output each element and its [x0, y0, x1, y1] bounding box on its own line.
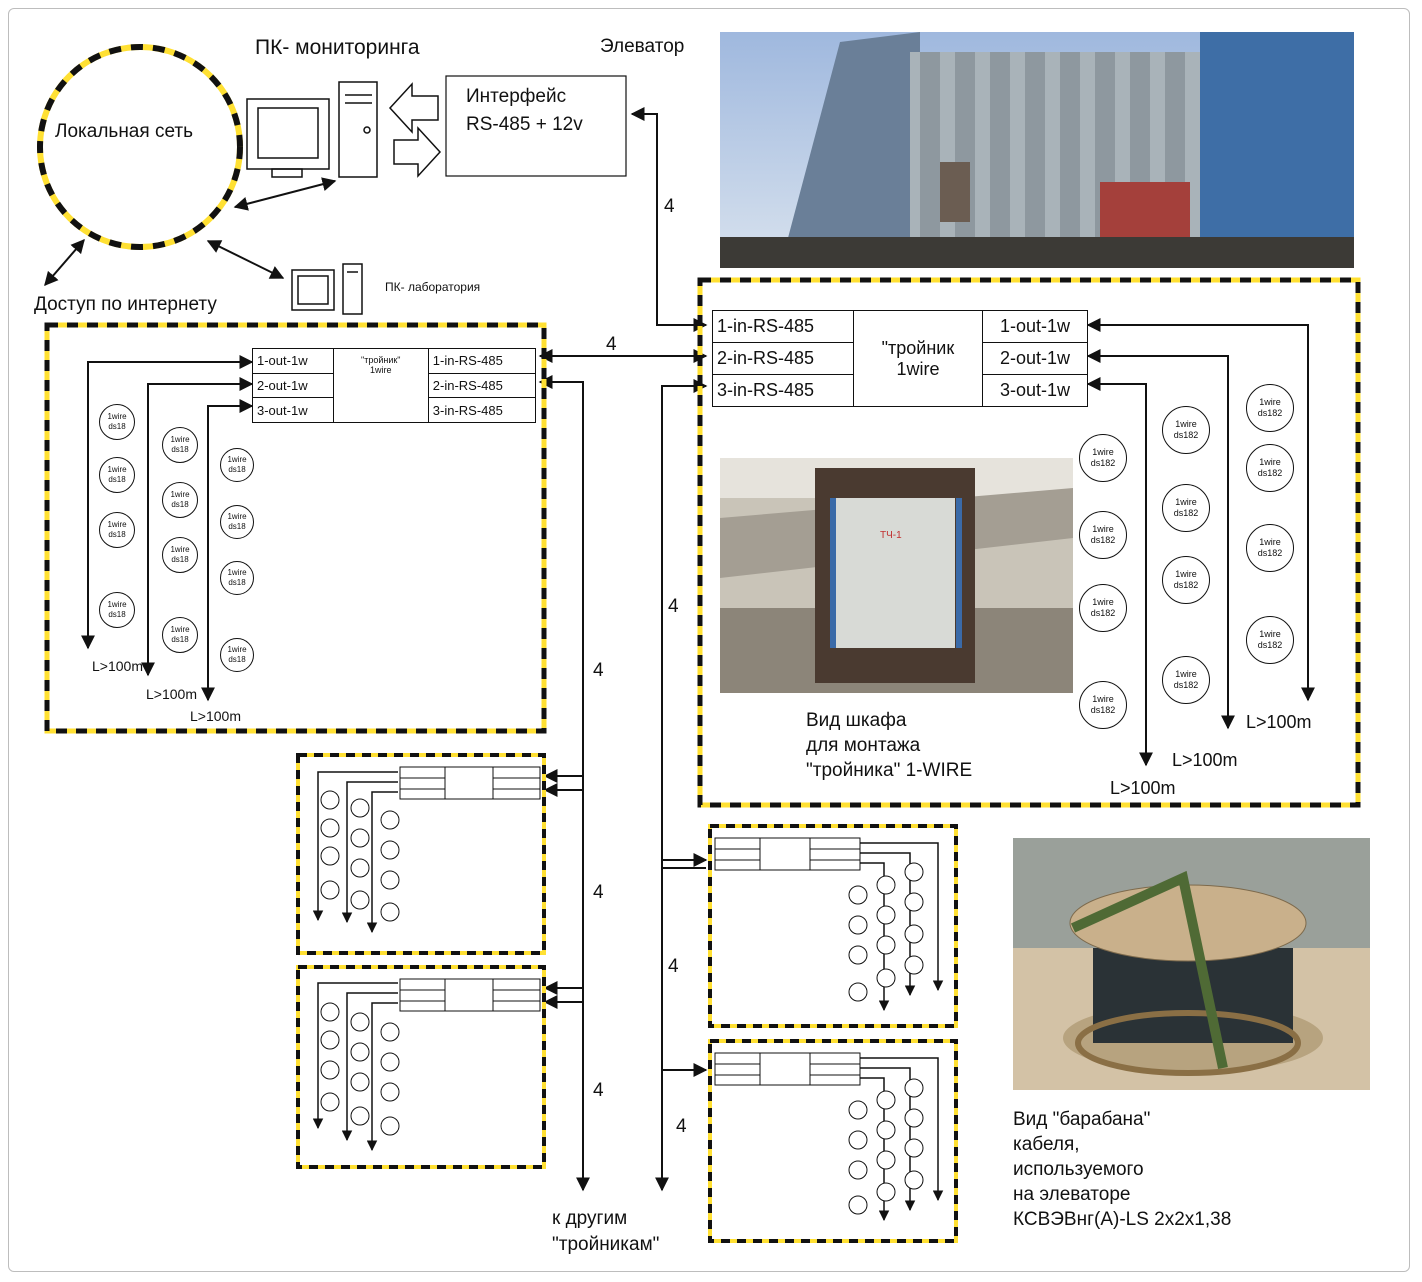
temperature-sensor: [1162, 556, 1210, 604]
sensor-label-line1: 1wire: [1175, 569, 1197, 579]
cabinet-caption-line: "тройника" 1-WIRE: [806, 760, 973, 781]
temperature-sensor: [99, 457, 135, 493]
to-other-tees-label-2: "тройникам": [552, 1234, 660, 1255]
pc-monitoring-icon: [247, 82, 377, 177]
drum-caption-line: используемого: [1013, 1159, 1144, 1180]
main-tee-table: [712, 310, 1088, 407]
length-label: L>100m: [146, 686, 197, 702]
temperature-sensor: [1162, 656, 1210, 704]
temperature-sensor: [99, 404, 135, 440]
sensor-label-line1: 1wire: [1259, 537, 1281, 547]
temperature-sensor: [1079, 584, 1127, 632]
drum-caption-line: Вид "барабана": [1013, 1109, 1151, 1130]
pc-laboratory-label: ПК- лаборатория: [385, 280, 481, 294]
to-other-tees-label-1: к другим: [552, 1208, 628, 1229]
length-label: L>100m: [1246, 712, 1312, 732]
sensor-label-line1: 1wire: [107, 600, 127, 609]
temperature-sensor: [1246, 444, 1294, 492]
sensor-label-line2: ds182: [1173, 580, 1199, 590]
tee-input-2: 2-in-RS-485: [713, 343, 854, 375]
sensor-label-line1: 1wire: [1175, 419, 1197, 429]
sensor-label-line2: ds18: [171, 635, 189, 644]
wire-count-label: 4: [593, 882, 604, 903]
length-label: L>100m: [1172, 750, 1238, 770]
sensor-label-line2: ds18: [228, 578, 246, 587]
temperature-sensor: [162, 617, 198, 653]
tee-name: [853, 311, 982, 407]
temperature-sensor: [220, 448, 254, 482]
temperature-sensor: [99, 592, 135, 628]
sensor-label-line2: ds18: [108, 422, 126, 431]
tee-output-1: 1-out-1w: [982, 311, 1087, 343]
sensor-label-line1: 1wire: [170, 545, 190, 554]
sensor-label-line2: ds182: [1257, 640, 1283, 650]
sensor-label-line2: ds18: [171, 445, 189, 454]
temperature-sensor: [220, 505, 254, 539]
temperature-sensor: [1079, 511, 1127, 559]
svg-text:ТЧ-1: ТЧ-1: [880, 530, 902, 541]
tee-name-line1: "тройник": [361, 355, 401, 365]
temperature-sensor: [1162, 484, 1210, 532]
sensor-label-line2: ds182: [1090, 705, 1116, 715]
cable-drum-photo: [1013, 838, 1370, 1090]
temperature-sensor: [220, 561, 254, 595]
sensor-label-line1: 1wire: [1175, 497, 1197, 507]
tee-name: [333, 349, 428, 423]
temperature-sensor: [1246, 384, 1294, 432]
drum-caption: [1013, 1107, 1231, 1232]
length-label: L>100m: [190, 708, 241, 724]
temperature-sensor: [99, 512, 135, 548]
sensor-label-line2: ds182: [1173, 680, 1199, 690]
length-label: L>100m: [1110, 778, 1176, 798]
cabinet-caption-line: Вид шкафа: [806, 710, 907, 731]
tee-output-3: 3-out-1w: [253, 398, 334, 423]
internet-access-label: Доступ по интернету: [34, 294, 217, 315]
wire-count-label: 4: [676, 1116, 687, 1137]
sensor-label-line1: 1wire: [227, 568, 247, 577]
sensor-label-line1: 1wire: [1092, 597, 1114, 607]
cabinet-caption-line: для монтажа: [806, 735, 921, 756]
cabinet-photo: [720, 458, 1073, 693]
drum-caption-line: кабеля,: [1013, 1134, 1080, 1155]
wire-count-label: 4: [668, 596, 679, 617]
tee-input-3: 3-in-RS-485: [428, 398, 535, 423]
hollow-arrows: [390, 84, 440, 176]
sensor-label-line1: 1wire: [170, 490, 190, 499]
sensor-label-line2: ds18: [108, 610, 126, 619]
temperature-sensor: [162, 427, 198, 463]
sensor-label-line2: ds18: [171, 500, 189, 509]
local-network-circle: [40, 47, 240, 247]
elevator-label: Элеватор: [600, 36, 685, 57]
sensor-label-line2: ds182: [1090, 608, 1116, 618]
wire-count-label: 4: [593, 1080, 604, 1101]
pc-monitoring-label: ПК- мониторинга: [255, 36, 420, 59]
temperature-sensor: [1162, 406, 1210, 454]
drum-caption-line: на элеваторе: [1013, 1184, 1131, 1205]
cabinet-caption: [806, 708, 972, 783]
tee-input-1: 1-in-RS-485: [428, 349, 535, 374]
sensor-label-line1: 1wire: [227, 512, 247, 521]
sensor-label-line2: ds18: [228, 522, 246, 531]
wire-count-label: 4: [668, 956, 679, 977]
interface-label-2: RS-485 + 12v: [466, 114, 583, 135]
tee-input-1: 1-in-RS-485: [713, 311, 854, 343]
temperature-sensor: [1246, 524, 1294, 572]
sensor-label-line2: ds182: [1090, 458, 1116, 468]
wire-count-label: 4: [606, 334, 617, 355]
tee-output-3: 3-out-1w: [982, 375, 1087, 407]
tee-name-line2: 1wire: [370, 365, 392, 375]
sensor-label-line2: ds18: [108, 530, 126, 539]
length-label: L>100m: [92, 658, 143, 674]
tee-input-3: 3-in-RS-485: [713, 375, 854, 407]
tee-name-line1: "тройник: [881, 337, 955, 358]
temperature-sensor: [162, 482, 198, 518]
temperature-sensor: [1079, 434, 1127, 482]
sensor-label-line1: 1wire: [1175, 669, 1197, 679]
sensor-label-line2: ds182: [1173, 508, 1199, 518]
sensor-label-line2: ds182: [1257, 408, 1283, 418]
sensor-label-line2: ds182: [1090, 535, 1116, 545]
sensor-label-line1: 1wire: [107, 465, 127, 474]
sensor-label-line1: 1wire: [170, 625, 190, 634]
sensor-label-line1: 1wire: [1259, 397, 1281, 407]
elevator-photo: [720, 32, 1354, 268]
sensor-label-line1: 1wire: [1092, 447, 1114, 457]
sensor-label-line1: 1wire: [107, 412, 127, 421]
sensor-label-line1: 1wire: [170, 435, 190, 444]
sensor-label-line2: ds182: [1173, 430, 1199, 440]
tee-output-2: 2-out-1w: [253, 373, 334, 398]
drum-caption-line: КСВЭВнг(А)-LS 2х2х1,38: [1013, 1209, 1232, 1230]
sensor-label-line1: 1wire: [1092, 524, 1114, 534]
sensor-label-line2: ds18: [108, 475, 126, 484]
local-network-label: Локальная сеть: [55, 121, 193, 142]
sensor-label-line1: 1wire: [1259, 629, 1281, 639]
wire-count-label: 4: [593, 660, 604, 681]
pc-laboratory-icon: [292, 264, 362, 314]
sensor-label-line1: 1wire: [107, 520, 127, 529]
sensor-label-line1: 1wire: [227, 645, 247, 654]
small-tee-tables: [400, 767, 860, 1085]
temperature-sensor: [162, 537, 198, 573]
sensor-label-line1: 1wire: [227, 455, 247, 464]
left-tee-table: [252, 348, 536, 423]
interface-label-1: Интерфейс: [466, 86, 567, 107]
wire-count-label: 4: [664, 196, 675, 217]
tee-output-1: 1-out-1w: [253, 349, 334, 374]
sensor-label-line1: 1wire: [1259, 457, 1281, 467]
temperature-sensor: [1079, 681, 1127, 729]
sensor-label-line2: ds18: [171, 555, 189, 564]
sensor-label-line2: ds18: [228, 655, 246, 664]
sensor-label-line2: ds182: [1257, 548, 1283, 558]
sensor-label-line2: ds18: [228, 465, 246, 474]
tee-input-2: 2-in-RS-485: [428, 373, 535, 398]
temperature-sensor: [220, 638, 254, 672]
temperature-sensor: [1246, 616, 1294, 664]
sensor-label-line2: ds182: [1257, 468, 1283, 478]
sensor-label-line1: 1wire: [1092, 694, 1114, 704]
tee-output-2: 2-out-1w: [982, 343, 1087, 375]
tee-name-line2: 1wire: [896, 358, 940, 379]
